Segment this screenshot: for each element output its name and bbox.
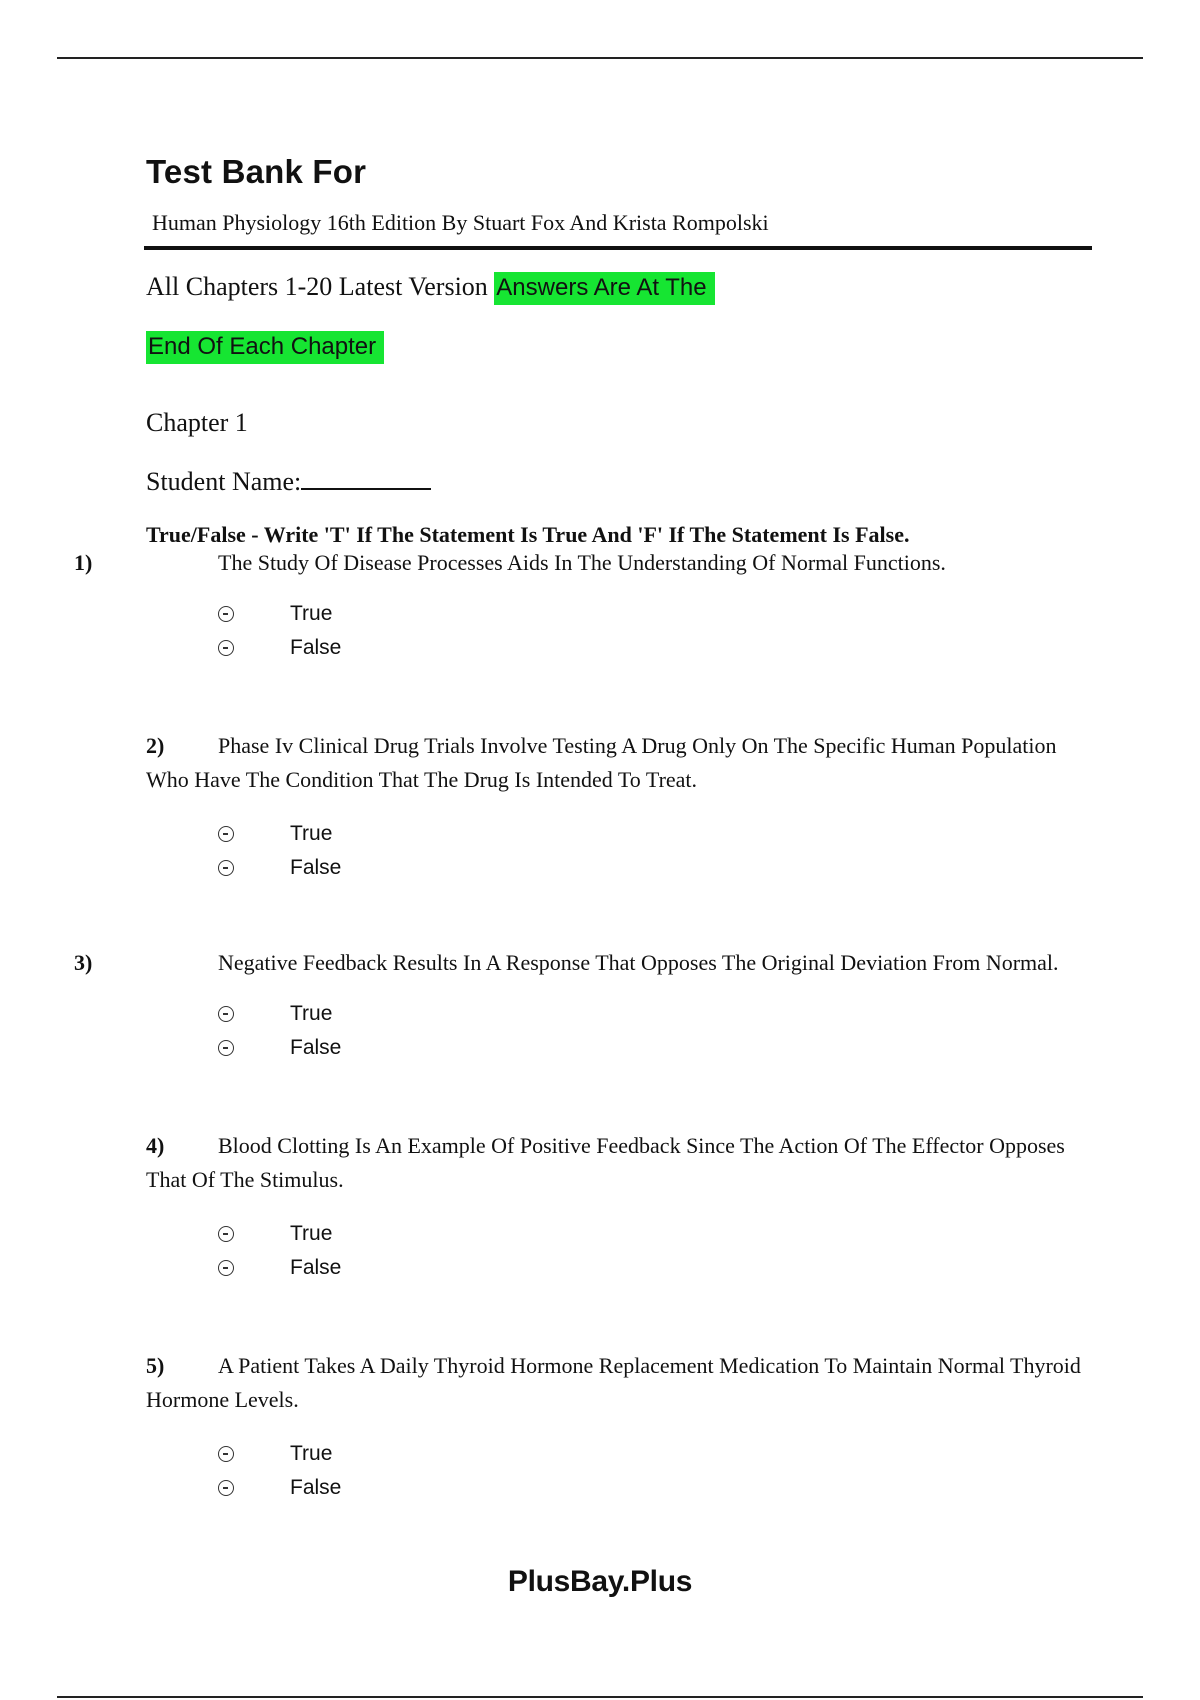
option-true[interactable] [218,597,1096,631]
option-false[interactable] [218,1251,1096,1285]
question-5-options [218,1437,1096,1505]
option-label: True [290,602,333,625]
document-body [74,150,1096,1505]
book-subtitle: Human Physiology 16th Edition By Stuart Fox And Krista Rompolski [152,210,769,235]
option-label: True [290,1442,333,1465]
document-title: Test Bank For [146,153,367,190]
radio-button[interactable] [218,1446,234,1462]
question-2 [146,729,1096,885]
radio-button[interactable] [218,640,234,656]
top-rule [57,57,1143,59]
question-text: Phase Iv Clinical Drug Trials Involve Testing A Drug Only On The Specific Human Population Who Have The Condition That The Drug Is Intended To Treat. [146,733,1057,792]
radio-button[interactable] [218,1040,234,1056]
option-false[interactable] [218,1031,1096,1065]
option-true[interactable] [218,997,1096,1031]
radio-button[interactable] [218,1260,234,1276]
version-notice [146,258,1096,376]
option-true[interactable] [218,1217,1096,1251]
option-false[interactable] [218,851,1096,885]
question-3-options [218,997,1096,1065]
option-label: True [290,1002,333,1025]
option-false[interactable] [218,1471,1096,1505]
question-2-stem [146,729,1096,797]
option-label: False [290,1476,342,1499]
question-1-options [218,597,1096,665]
option-label: False [290,636,342,659]
option-label: False [290,1036,342,1059]
bottom-rule [57,1696,1143,1698]
student-name-label: Student Name: [146,467,302,496]
answers-highlight-1: Answers Are At The [494,272,714,305]
question-number: 2) [146,733,165,758]
question-number: 4) [146,1133,165,1158]
question-text: A Patient Takes A Daily Thyroid Hormone Replacement Medication To Maintain Normal Thyroid Hormone Levels. [146,1353,1081,1412]
radio-button[interactable] [218,860,234,876]
option-label: False [290,1256,342,1279]
option-true[interactable] [218,1437,1096,1471]
question-1 [74,549,1096,665]
student-name-blank[interactable] [301,464,431,490]
option-label: True [290,822,333,845]
question-number: 5) [146,1353,165,1378]
instructions: True/False - Write 'T' If The Statement Is True And 'F' If The Statement Is False. [146,522,910,547]
chapter-heading: Chapter 1 [146,408,248,437]
question-2-options [218,817,1096,885]
question-4 [146,1129,1096,1285]
option-true[interactable] [218,817,1096,851]
question-text: Blood Clotting Is An Example Of Positive Feedback Since The Action Of The Effector Opposes That Of The Stimulus. [146,1133,1065,1192]
version-text: All Chapters 1-20 Latest Version [146,272,495,301]
radio-button[interactable] [218,1006,234,1022]
question-text: Negative Feedback Results In A Response That Opposes The Original Deviation From Normal. [218,950,1059,975]
heading-rule [144,246,1092,250]
radio-button[interactable] [218,1480,234,1496]
student-name-row [146,464,1096,499]
question-1-stem [74,549,1096,577]
radio-button[interactable] [218,1226,234,1242]
radio-button[interactable] [218,826,234,842]
question-4-stem [146,1129,1096,1197]
question-number: 1) [74,550,93,575]
option-label: True [290,1222,333,1245]
question-text: The Study Of Disease Processes Aids In The Understanding Of Normal Functions. [218,550,946,575]
question-3-stem [74,949,1096,977]
radio-button[interactable] [218,606,234,622]
option-label: False [290,856,342,879]
question-5 [146,1349,1096,1505]
question-5-stem [146,1349,1096,1417]
option-false[interactable] [218,631,1096,665]
footer-brand: PlusBay.Plus [507,1565,693,1598]
question-number: 3) [74,950,93,975]
answers-highlight-2: End Of Each Chapter [146,331,384,364]
question-3 [74,949,1096,1065]
question-4-options [218,1217,1096,1285]
